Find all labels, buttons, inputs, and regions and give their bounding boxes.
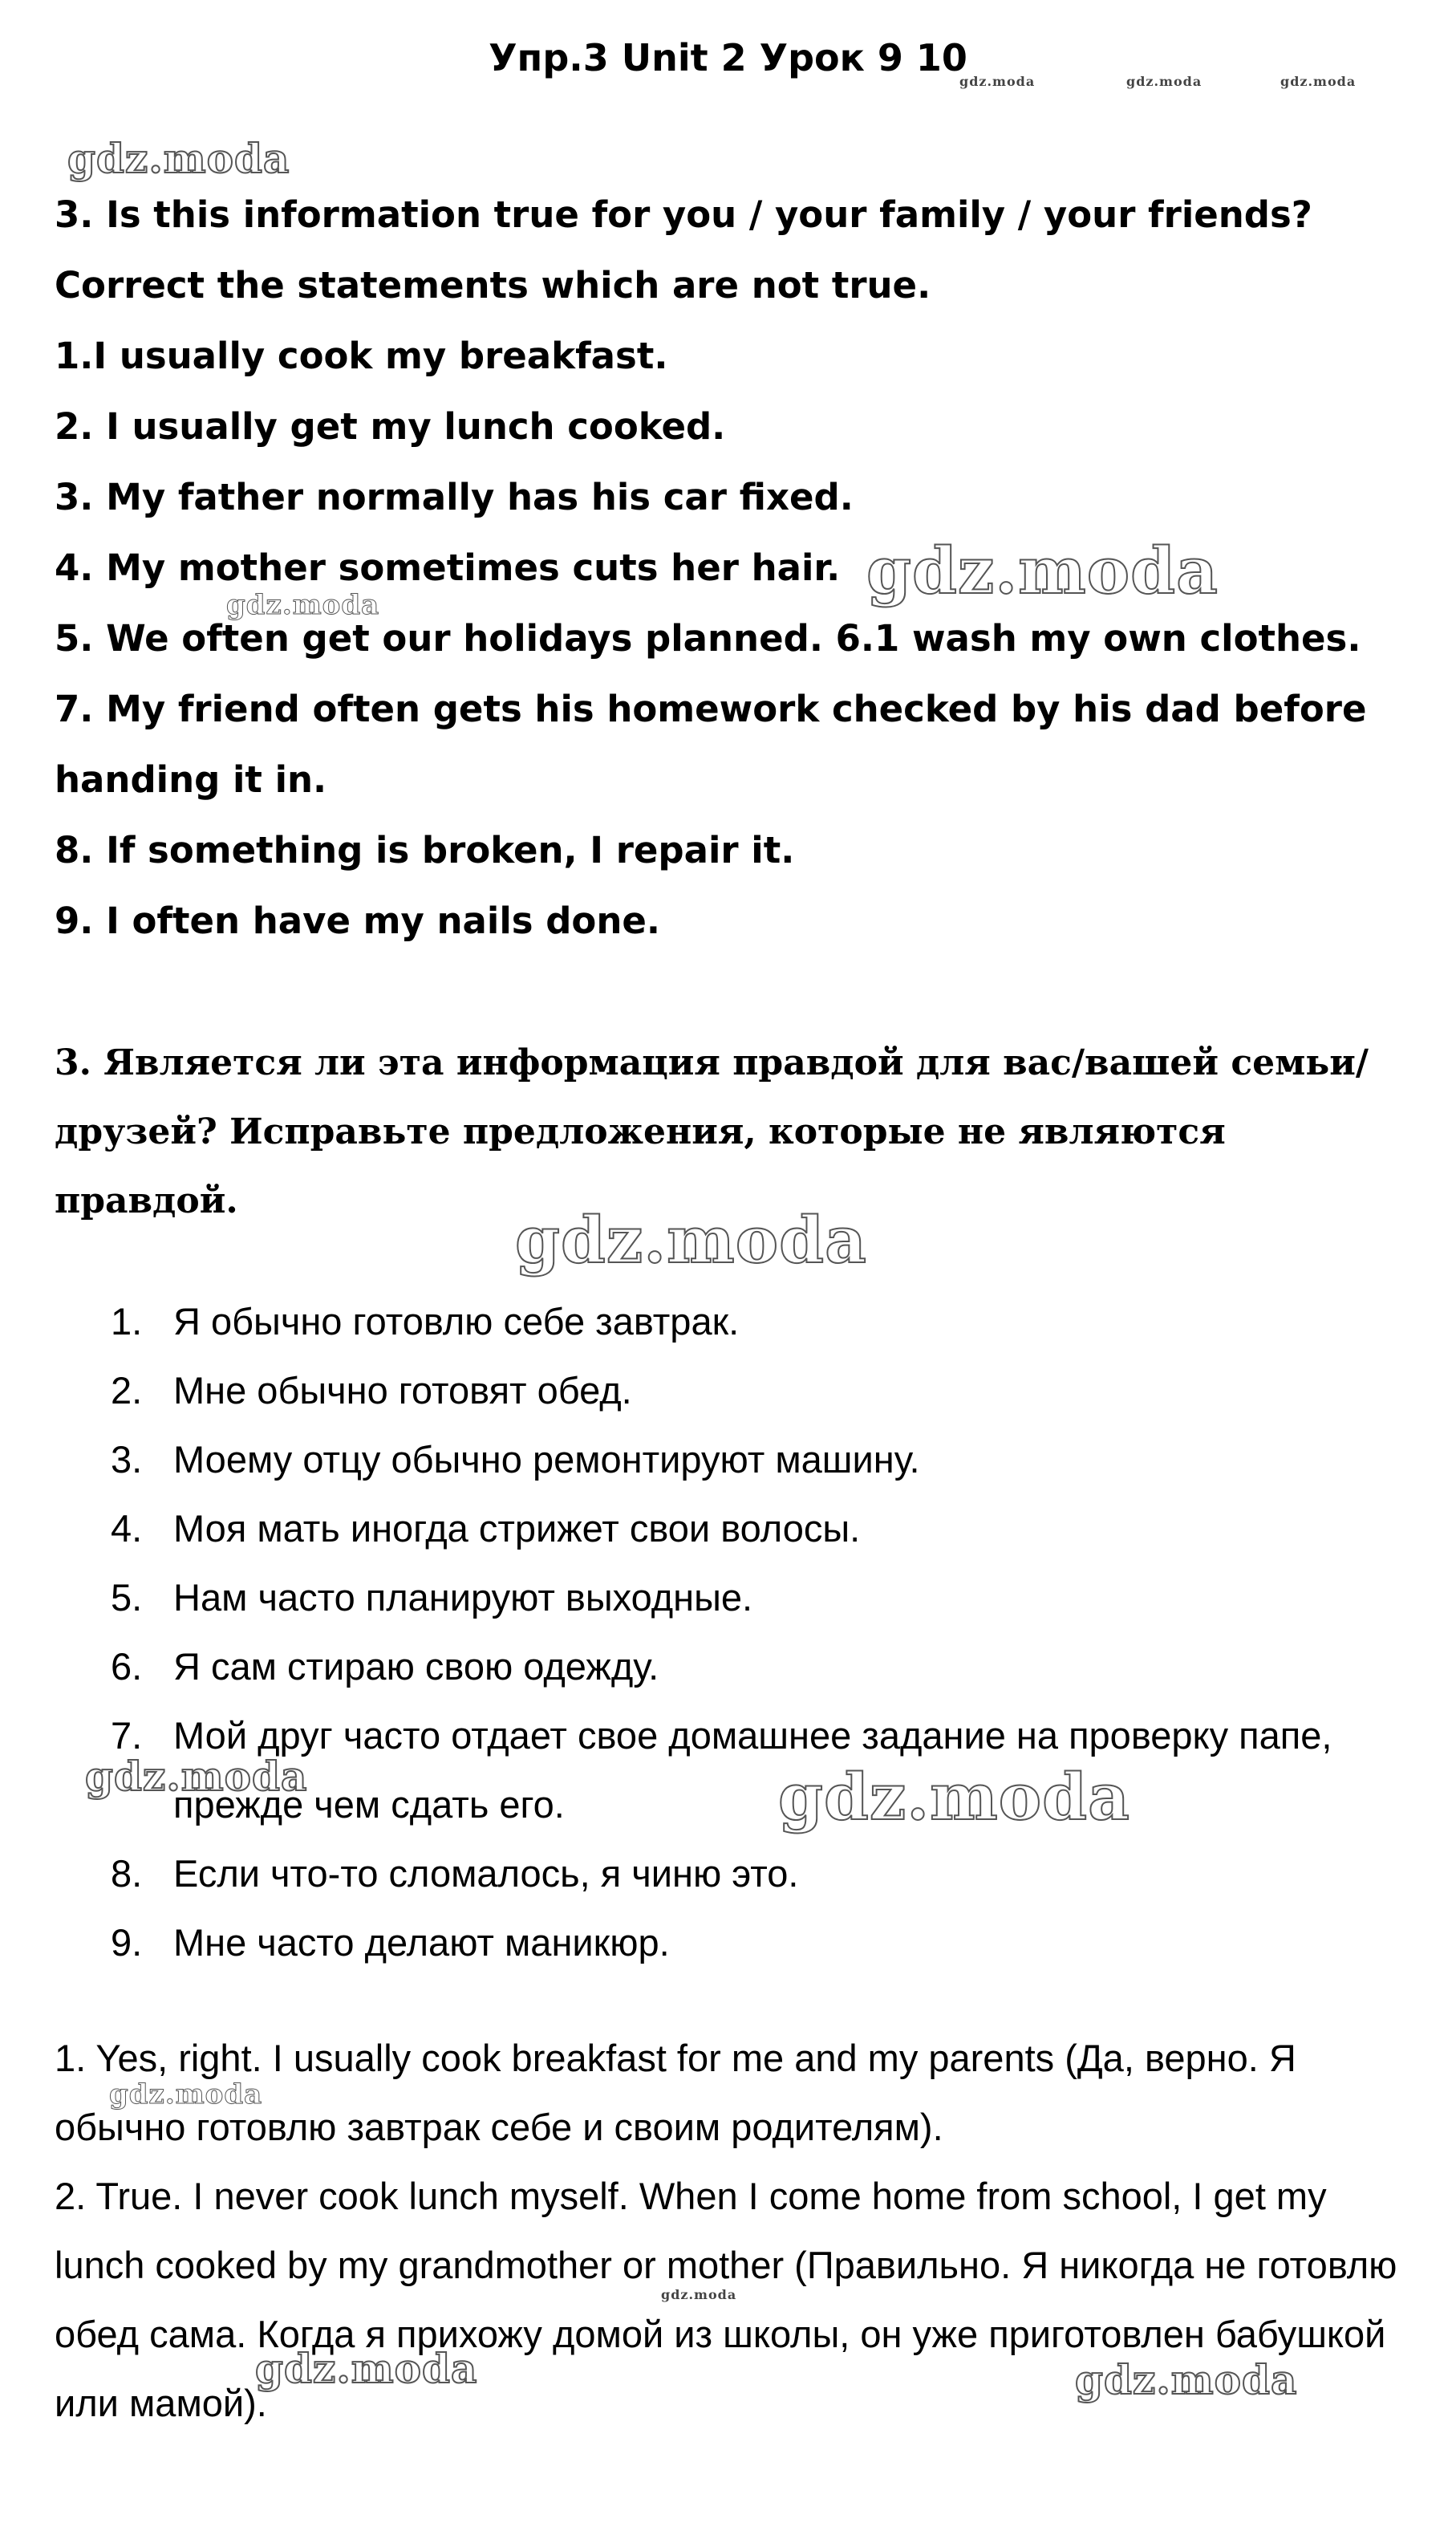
- list-item: [0, 1356, 1377, 1425]
- watermark-logo: gdz.moda: [515, 1202, 867, 1278]
- list-item: [0, 1839, 1377, 1908]
- list-item-text: Мне обычно готовят обед.: [173, 1369, 632, 1412]
- task-en-line: Correct the statements which are not true.: [55, 264, 931, 307]
- list-item: [0, 1494, 1377, 1563]
- task-en-line: 9. I often have my nails done.: [55, 900, 661, 942]
- task-en-line: 7. My friend often gets his homework checked by his dad before: [55, 688, 1367, 730]
- watermark-logo: gdz.moda: [67, 135, 290, 182]
- watermark-logo: gdz.moda: [866, 533, 1219, 608]
- task-en-line: 5. We often get our holidays planned. 6.1 wash my own clothes.: [55, 617, 1361, 660]
- list-item: [0, 1632, 1377, 1701]
- watermark-logo: gdz.moda: [226, 589, 380, 621]
- list-item-number: 7.: [111, 1714, 143, 1757]
- task-en-line: 2. I usually get my lunch cooked.: [55, 405, 726, 448]
- task-en-line: handing it in.: [55, 758, 327, 801]
- list-item-number: 3.: [111, 1438, 143, 1481]
- watermark-logo: gdz.moda: [109, 2078, 263, 2110]
- list-item: [0, 1287, 1377, 1356]
- task-en-line: 8. If something is broken, I repair it.: [55, 829, 795, 871]
- list-item-text: Нам часто планируют выходные.: [173, 1576, 753, 1619]
- watermark-logo: gdz.moda: [1126, 74, 1203, 89]
- task-en-line: 3. Is this information true for you / your family / your friends?: [55, 193, 1312, 236]
- list-item: [0, 1908, 1377, 1977]
- task-en-line: 1.I usually cook my breakfast.: [55, 335, 668, 377]
- list-item-text: Мне часто делают маникюр.: [173, 1921, 670, 1964]
- watermark-logo: gdz.moda: [959, 74, 1036, 89]
- list-item-number: 1.: [111, 1300, 143, 1343]
- watermark-logo: gdz.moda: [85, 1753, 308, 1800]
- watermark-logo: gdz.moda: [778, 1759, 1130, 1834]
- watermark-logo: gdz.moda: [1280, 74, 1357, 89]
- list-item-number: 4.: [111, 1507, 143, 1550]
- list-item-number: 9.: [111, 1921, 143, 1964]
- task-en-line: 3. My father normally has his car fixed.: [55, 476, 854, 518]
- list-item-text: Если что-то сломалось, я чиню это.: [173, 1852, 799, 1895]
- task-en-line: 4. My mother sometimes cuts her hair.: [55, 546, 841, 589]
- list-item-text: Моему отцу обычно ремонтируют машину.: [173, 1438, 920, 1481]
- list-item-text: Я обычно готовлю себе завтрак.: [173, 1300, 740, 1343]
- page-title: Упр.3 Unit 2 Урок 9 10: [489, 36, 967, 79]
- task-english: [55, 180, 1434, 957]
- list-item-text: Я сам стираю свою одежду.: [173, 1645, 659, 1688]
- list-item-number: 5.: [111, 1576, 143, 1619]
- answer-paragraph: 1. Yes, right. I usually cook breakfast for me and my parents (Да, верно. Я обычно готовлю завтрак себе и своим родителям).: [55, 2037, 1296, 2148]
- list-item: [0, 1701, 1377, 1839]
- watermark-logo: gdz.moda: [1075, 2356, 1298, 2403]
- watermark-logo: gdz.moda: [255, 2345, 478, 2392]
- answer-paragraph: 2. True. I never cook lunch myself. When I come home from school, I get my lunch cooked by my grandmother or mother (Правильно. Я никогда не готовлю обед сама. Когда я прихожу домой из школы, он уже приготовлен бабушкой или мамой).: [55, 2175, 1397, 2424]
- russian-translation-list: [0, 1287, 1456, 1977]
- task-russian-heading: 3. Является ли эта информация правдой для вас/вашей семьи/друзей? Исправьте предложения, которые не являются правдой.: [55, 1042, 1369, 1221]
- answers: [55, 2024, 1418, 2438]
- list-item-number: 8.: [111, 1852, 143, 1895]
- list-item-number: 2.: [111, 1369, 143, 1412]
- list-item-text: Мой друг часто отдает свое домашнее задание на проверку папе, прежде чем сдать его.: [173, 1714, 1332, 1826]
- list-item: [0, 1425, 1377, 1494]
- list-item: [0, 1563, 1377, 1632]
- list-item-text: Моя мать иногда стрижет свои волосы.: [173, 1507, 861, 1550]
- watermark-logo: gdz.moda: [661, 2287, 737, 2302]
- list-item-number: 6.: [111, 1645, 143, 1688]
